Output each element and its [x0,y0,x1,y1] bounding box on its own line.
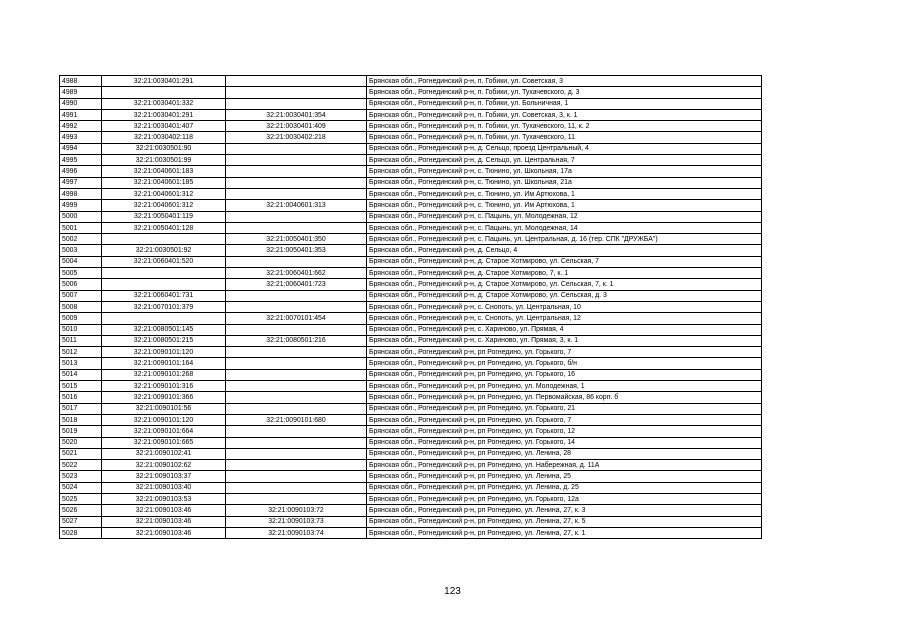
table-row [60,516,762,527]
table-row [60,414,762,425]
address-cell: Брянская обл., Рогнединский р-н, д. Сельцо, проезд Центральный, 4 [367,143,762,154]
cadastral-number-cell: 32:21:0090101:120 [102,414,226,425]
cadastral-number-cell: 32:21:0040601:185 [102,177,226,188]
table-row [60,347,762,358]
cadastral-number-cell: 32:21:0060401:731 [102,290,226,301]
linked-cadastral-number-cell [226,381,367,392]
table-row [60,426,762,437]
address-cell: Брянская обл., Рогнединский р-н, д. Старое Хотмирово, ул. Сельская, д. 3 [367,290,762,301]
address-cell: Брянская обл., Рогнединский р-н, п. Гобики, ул. Тухачевского, д. 3 [367,87,762,98]
row-number-cell: 5024 [60,482,102,493]
table-row [60,121,762,132]
address-cell: Брянская обл., Рогнединский р-н, рп Рогнедино, ул. Ленина, 27, к. 5 [367,516,762,527]
address-cell: Брянская обл., Рогнединский р-н, с. Снопоть, ул. Центральная, 10 [367,301,762,312]
cadastral-number-cell: 32:21:0090101:120 [102,347,226,358]
cadastral-number-cell [102,279,226,290]
address-cell: Брянская обл., Рогнединский р-н, рп Рогнедино, ул. Горького, 12 [367,426,762,437]
address-cell: Брянская обл., Рогнединский р-н, с. Тюнино, ул. Им Артюхова, 1 [367,200,762,211]
table-row [60,268,762,279]
table-row [60,211,762,222]
row-number-cell: 4997 [60,177,102,188]
cadastral-number-cell: 32:21:0090103:46 [102,505,226,516]
cadastral-number-cell: 32:21:0090101:665 [102,437,226,448]
address-cell: Брянская обл., Рогнединский р-н, с. Тюнино, ул. Школьная, 17а [367,166,762,177]
table-row [60,109,762,120]
row-number-cell: 5009 [60,313,102,324]
table-row [60,313,762,324]
table-row [60,403,762,414]
table-row [60,290,762,301]
row-number-cell: 5015 [60,381,102,392]
linked-cadastral-number-cell: 32:21:0090101:680 [226,414,367,425]
cadastral-number-cell: 32:21:0030401:291 [102,109,226,120]
table-row [60,324,762,335]
cadastral-number-cell: 32:21:0090103:40 [102,482,226,493]
linked-cadastral-number-cell [226,256,367,267]
linked-cadastral-number-cell: 32:21:0050401:353 [226,245,367,256]
linked-cadastral-number-cell [226,76,367,87]
table-row [60,132,762,143]
linked-cadastral-number-cell [226,211,367,222]
cadastral-number-cell: 32:21:0030401:291 [102,76,226,87]
table-row [60,335,762,346]
row-number-cell: 5027 [60,516,102,527]
table-row [60,98,762,109]
cadastral-number-cell: 32:21:0050401:119 [102,211,226,222]
address-cell: Брянская обл., Рогнединский р-н, рп Рогнедино, ул. Горького, 12а [367,493,762,504]
cadastral-number-cell: 32:21:0030401:407 [102,121,226,132]
row-number-cell: 5008 [60,301,102,312]
table-row [60,392,762,403]
address-cell: Брянская обл., Рогнединский р-н, п. Гобики, ул. Советская, 3 [367,76,762,87]
linked-cadastral-number-cell [226,87,367,98]
row-number-cell: 4988 [60,76,102,87]
address-cell: Брянская обл., Рогнединский р-н, п. Гобики, ул. Тухачевского, 11 [367,132,762,143]
address-cell: Брянская обл., Рогнединский р-н, рп Рогнедино, ул. Набережная, д. 11А [367,460,762,471]
row-number-cell: 4989 [60,87,102,98]
row-number-cell: 4990 [60,98,102,109]
linked-cadastral-number-cell: 32:21:0070101:454 [226,313,367,324]
row-number-cell: 5020 [60,437,102,448]
linked-cadastral-number-cell [226,188,367,199]
cadastral-number-cell: 32:21:0040601:183 [102,166,226,177]
address-cell: Брянская обл., Рогнединский р-н, с. Пацынь, ул. Молодежная, 14 [367,222,762,233]
row-number-cell: 4994 [60,143,102,154]
address-cell: Брянская обл., Рогнединский р-н, рп Рогнедино, ул. Ленина, 28 [367,448,762,459]
row-number-cell: 5012 [60,347,102,358]
linked-cadastral-number-cell [226,222,367,233]
linked-cadastral-number-cell [226,177,367,188]
table-row [60,460,762,471]
cadastral-number-cell: 32:21:0040601:312 [102,200,226,211]
linked-cadastral-number-cell [226,143,367,154]
row-number-cell: 4991 [60,109,102,120]
table-row [60,471,762,482]
linked-cadastral-number-cell: 32:21:0060401:662 [226,268,367,279]
cadastral-number-cell: 32:21:0090103:53 [102,493,226,504]
table-row [60,177,762,188]
cadastral-number-cell: 32:21:0030501:92 [102,245,226,256]
cadastral-number-cell: 32:21:0090102:41 [102,448,226,459]
linked-cadastral-number-cell: 32:21:0080501:216 [226,335,367,346]
cadastral-number-cell: 32:21:0090102:62 [102,460,226,471]
linked-cadastral-number-cell [226,460,367,471]
address-cell: Брянская обл., Рогнединский р-н, с. Тюнино, ул. Им Артюхова, 1 [367,188,762,199]
table-row [60,381,762,392]
address-cell: Брянская обл., Рогнединский р-н, с. Снопоть, ул. Центральная, 12 [367,313,762,324]
linked-cadastral-number-cell [226,358,367,369]
address-cell: Брянская обл., Рогнединский р-н, рп Рогнедино, ул. Горького, 16 [367,369,762,380]
linked-cadastral-number-cell [226,324,367,335]
table-body [60,76,762,539]
table-row [60,301,762,312]
table-row [60,493,762,504]
table-row [60,437,762,448]
table-row [60,448,762,459]
cadastral-number-cell: 32:21:0070101:379 [102,301,226,312]
address-cell: Брянская обл., Рогнединский р-н, п. Гобики, ул. Тухачевского, 11, к. 2 [367,121,762,132]
cadastral-number-cell [102,268,226,279]
cadastral-number-cell: 32:21:0090103:46 [102,527,226,538]
address-cell: Брянская обл., Рогнединский р-н, с. Пацынь, ул. Центральная, д. 16 (тер. СПК "ДРУЖБА") [367,234,762,245]
row-number-cell: 5018 [60,414,102,425]
linked-cadastral-number-cell [226,290,367,301]
row-number-cell: 4999 [60,200,102,211]
linked-cadastral-number-cell: 32:21:0030402:218 [226,132,367,143]
table-row [60,143,762,154]
table-row [60,358,762,369]
address-cell: Брянская обл., Рогнединский р-н, д. Сельцо, ул. Центральная, 7 [367,155,762,166]
row-number-cell: 5028 [60,527,102,538]
table-row [60,155,762,166]
cadastral-number-cell: 32:21:0030501:90 [102,143,226,154]
table-row [60,279,762,290]
table-row [60,245,762,256]
row-number-cell: 5007 [60,290,102,301]
address-cell: Брянская обл., Рогнединский р-н, рп Рогнедино, ул. Ленина, 27, к. 1 [367,527,762,538]
address-cell: Брянская обл., Рогнединский р-н, рп Рогнедино, ул. Первомайская, 86 корп. б [367,392,762,403]
cadastral-number-cell: 32:21:0080501:215 [102,335,226,346]
table-row [60,76,762,87]
linked-cadastral-number-cell [226,347,367,358]
table-row [60,234,762,245]
cadastral-number-cell: 32:21:0090103:37 [102,471,226,482]
row-number-cell: 5001 [60,222,102,233]
address-cell: Брянская обл., Рогнединский р-н, д. Старое Хотмирово, 7, к. 1 [367,268,762,279]
cadastral-number-cell: 32:21:0090101:268 [102,369,226,380]
linked-cadastral-number-cell [226,471,367,482]
cadastral-number-cell [102,313,226,324]
address-cell: Брянская обл., Рогнединский р-н, рп Рогнедино, ул. Молодежная, 1 [367,381,762,392]
linked-cadastral-number-cell [226,437,367,448]
linked-cadastral-number-cell [226,426,367,437]
address-cell: Брянская обл., Рогнединский р-н, д. Сельцо, 4 [367,245,762,256]
row-number-cell: 4992 [60,121,102,132]
cadastral-number-cell: 32:21:0090103:46 [102,516,226,527]
linked-cadastral-number-cell [226,301,367,312]
table-row [60,188,762,199]
cadastral-number-cell: 32:21:0050401:128 [102,222,226,233]
table-row [60,256,762,267]
address-cell: Брянская обл., Рогнединский р-н, д. Старое Хотмирово, ул. Сельская, 7 [367,256,762,267]
linked-cadastral-number-cell [226,448,367,459]
row-number-cell: 4993 [60,132,102,143]
linked-cadastral-number-cell [226,155,367,166]
linked-cadastral-number-cell: 32:21:0090103:72 [226,505,367,516]
table-row [60,87,762,98]
row-number-cell: 5023 [60,471,102,482]
table-row [60,482,762,493]
cadastral-number-cell: 32:21:0080501:145 [102,324,226,335]
data-table [59,75,762,539]
cadastral-number-cell [102,87,226,98]
table-row [60,200,762,211]
page-number: 123 [444,586,461,597]
linked-cadastral-number-cell: 32:21:0050401:350 [226,234,367,245]
cadastral-number-cell: 32:21:0090101:316 [102,381,226,392]
row-number-cell: 5005 [60,268,102,279]
address-cell: Брянская обл., Рогнединский р-н, рп Рогнедино, ул. Горького, 7 [367,347,762,358]
row-number-cell: 5003 [60,245,102,256]
linked-cadastral-number-cell: 32:21:0060401:723 [226,279,367,290]
address-cell: Брянская обл., Рогнединский р-н, рп Рогнедино, ул. Горького, 14 [367,437,762,448]
cadastral-number-cell: 32:21:0090101:164 [102,358,226,369]
row-number-cell: 5002 [60,234,102,245]
cadastral-number-cell: 32:21:0040601:312 [102,188,226,199]
row-number-cell: 4996 [60,166,102,177]
linked-cadastral-number-cell: 32:21:0040601:313 [226,200,367,211]
row-number-cell: 5000 [60,211,102,222]
cadastral-number-cell: 32:21:0090101:664 [102,426,226,437]
row-number-cell: 5026 [60,505,102,516]
linked-cadastral-number-cell: 32:21:0030401:354 [226,109,367,120]
row-number-cell: 5017 [60,403,102,414]
row-number-cell: 4995 [60,155,102,166]
row-number-cell: 5025 [60,493,102,504]
cadastral-number-cell: 32:21:0090101:56 [102,403,226,414]
row-number-cell: 5011 [60,335,102,346]
row-number-cell: 5019 [60,426,102,437]
linked-cadastral-number-cell: 32:21:0090103:73 [226,516,367,527]
address-cell: Брянская обл., Рогнединский р-н, п. Гобики, ул. Больничная, 1 [367,98,762,109]
linked-cadastral-number-cell [226,166,367,177]
address-cell: Брянская обл., Рогнединский р-н, рп Рогнедино, ул. Горького, 21 [367,403,762,414]
table-row [60,505,762,516]
address-cell: Брянская обл., Рогнединский р-н, рп Рогнедино, ул. Горького, б/н [367,358,762,369]
address-cell: Брянская обл., Рогнединский р-н, п. Гобики, ул. Советская, 3, к. 1 [367,109,762,120]
row-number-cell: 5014 [60,369,102,380]
row-number-cell: 5013 [60,358,102,369]
address-cell: Брянская обл., Рогнединский р-н, рп Рогнедино, ул. Ленина, д. 25 [367,482,762,493]
linked-cadastral-number-cell [226,392,367,403]
cadastral-number-cell: 32:21:0030501:99 [102,155,226,166]
cadastral-number-cell: 32:21:0030401:332 [102,98,226,109]
linked-cadastral-number-cell: 32:21:0030401:409 [226,121,367,132]
cadastral-number-cell [102,234,226,245]
linked-cadastral-number-cell: 32:21:0090103:74 [226,527,367,538]
address-cell: Брянская обл., Рогнединский р-н, рп Рогнедино, ул. Ленина, 25 [367,471,762,482]
row-number-cell: 4998 [60,188,102,199]
row-number-cell: 5010 [60,324,102,335]
row-number-cell: 5022 [60,460,102,471]
table-row [60,369,762,380]
address-cell: Брянская обл., Рогнединский р-н, д. Старое Хотмирово, ул. Сельская, 7, к. 1 [367,279,762,290]
address-cell: Брянская обл., Рогнединский р-н, с. Тюнино, ул. Школьная, 21а [367,177,762,188]
linked-cadastral-number-cell [226,482,367,493]
address-cell: Брянская обл., Рогнединский р-н, с. Пацынь, ул. Молодежная, 12 [367,211,762,222]
address-cell: Брянская обл., Рогнединский р-н, рп Рогнедино, ул. Горького, 7 [367,414,762,425]
row-number-cell: 5016 [60,392,102,403]
cadastral-number-cell: 32:21:0090101:366 [102,392,226,403]
table-row [60,527,762,538]
cadastral-number-cell: 32:21:0030402:118 [102,132,226,143]
cadastral-number-cell: 32:21:0060401:520 [102,256,226,267]
linked-cadastral-number-cell [226,98,367,109]
row-number-cell: 5006 [60,279,102,290]
address-cell: Брянская обл., Рогнединский р-н, с. Хариново, ул. Прямая, 4 [367,324,762,335]
address-cell: Брянская обл., Рогнединский р-н, рп Рогнедино, ул. Ленина, 27, к. 3 [367,505,762,516]
row-number-cell: 5004 [60,256,102,267]
linked-cadastral-number-cell [226,493,367,504]
table-row [60,222,762,233]
table-row [60,166,762,177]
linked-cadastral-number-cell [226,369,367,380]
row-number-cell: 5021 [60,448,102,459]
address-cell: Брянская обл., Рогнединский р-н, с. Хариново, ул. Прямая, 3, к. 1 [367,335,762,346]
linked-cadastral-number-cell [226,403,367,414]
